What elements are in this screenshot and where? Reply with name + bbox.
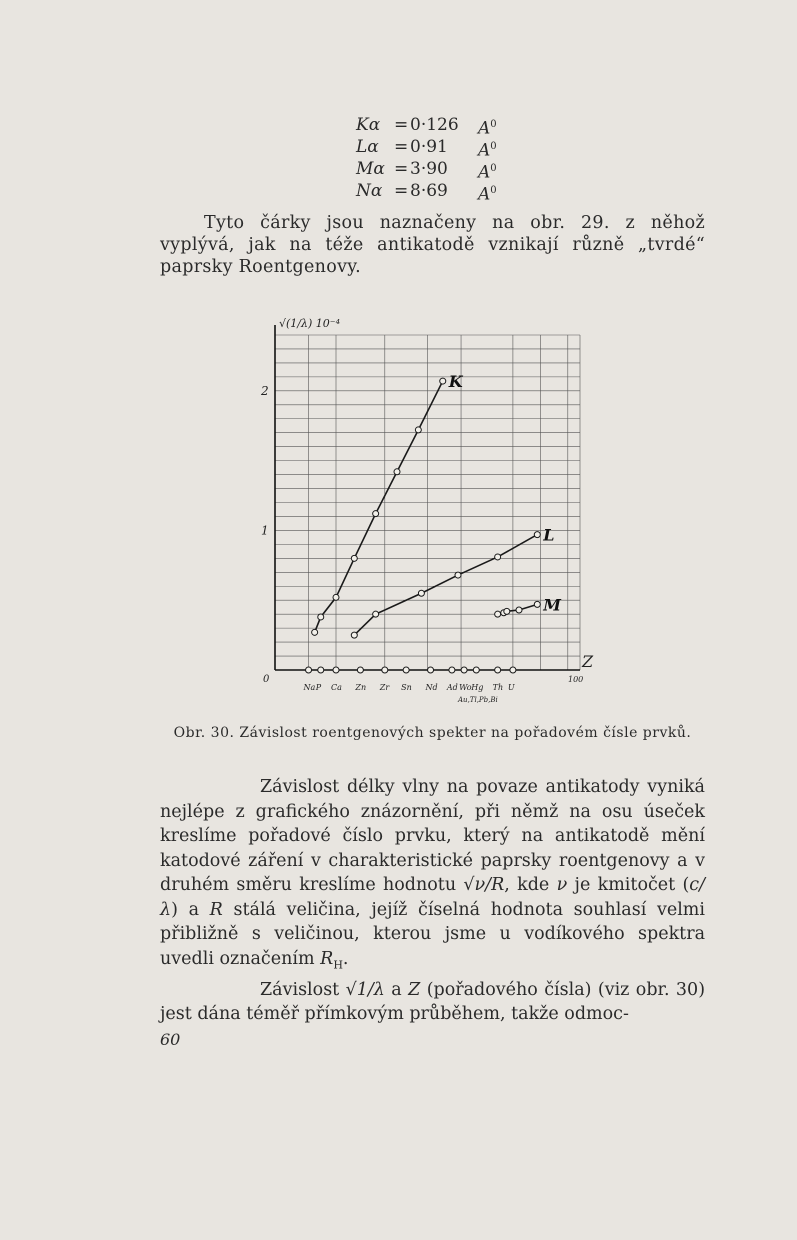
data-point <box>534 601 540 607</box>
value-eq: = <box>394 159 409 179</box>
value-number: 3·90 <box>410 159 448 179</box>
data-point <box>415 427 421 433</box>
symbol-z: Z <box>408 979 421 1000</box>
data-point <box>495 554 501 560</box>
element-label: U <box>507 683 515 692</box>
element-label: Na <box>303 683 316 692</box>
text-run: (pořadového čísla) (viz obr. 30) jest dána téměř přímkovým průběhem, takže odmoc- <box>160 979 706 1024</box>
element-point <box>333 667 339 673</box>
value-number: 0·91 <box>410 137 448 157</box>
unit-sup: 0 <box>490 185 497 196</box>
body-text <box>160 775 705 1027</box>
series-label: M <box>543 595 562 615</box>
symbol-rh: R <box>320 948 334 969</box>
value-number: 0·126 <box>410 115 459 135</box>
x-end-label: 100 <box>568 675 584 684</box>
wavelength-values <box>356 114 536 205</box>
y-tick-label: 1 <box>261 523 269 538</box>
element-label: Hg <box>471 683 484 692</box>
text-run: Závislost délky vlny na povaze antikatody vyniká nejlépe z grafického znázornění, při němž na osu úseček kreslíme pořadové číslo prvku, který na antikatodě mění katodové záření v charakteristické paprsky roentgenovy a v druhém směru kreslíme hodnotu <box>160 777 705 895</box>
series-label: L <box>543 525 555 545</box>
value-number: 8·69 <box>410 181 448 201</box>
text-run: , kde <box>504 875 557 895</box>
figure-caption: Obr. 30. Závislost roentgenových spekter na pořadovém čísle prvků. <box>173 725 692 741</box>
data-point <box>495 611 501 617</box>
element-point <box>428 667 434 673</box>
y-tick-label: 2 <box>261 383 269 398</box>
element-label: P <box>315 683 322 692</box>
element-label-row2: Au,Tl,Pb,Bi <box>458 696 498 704</box>
value-symbol: Nα <box>356 181 383 201</box>
series-label: K <box>448 372 463 392</box>
body-paragraph-2 <box>160 978 705 1027</box>
unit-symbol: A <box>478 184 491 205</box>
element-point <box>382 667 388 673</box>
text-run: . <box>342 948 349 969</box>
unit-sup: 0 <box>490 163 497 174</box>
text-run: je kmitočet ( <box>567 875 690 895</box>
data-point <box>318 614 324 620</box>
value-row <box>356 136 536 161</box>
value-symbol: Lα <box>356 137 379 157</box>
element-label: Wo <box>459 683 472 692</box>
spectra-chart <box>250 305 710 720</box>
intro-text: Tyto čárky jsou naznačeny na obr. 29. z něhož vyplývá, jak na téže antikatodě vznikají různě „tvrdé“ paprsky Roentgenovy. <box>160 213 705 277</box>
element-label: Zn <box>355 683 367 692</box>
formula-sqrt-nu-r: √ν/R <box>463 875 505 895</box>
value-unit <box>478 180 497 206</box>
element-point <box>403 667 409 673</box>
text-run: stálá veličina, jejíž číselná hodnota souhlasí velmi přibližně s veličinou, kterou jsme u vodíkového spektra uvedli označením <box>160 899 705 969</box>
unit-symbol: A <box>478 162 491 183</box>
element-label: Th <box>492 683 504 692</box>
text-run: Závislost <box>260 979 346 1000</box>
element-point <box>306 667 312 673</box>
symbol-r: R <box>209 899 223 920</box>
unit-symbol: A <box>478 140 491 161</box>
element-point <box>473 667 479 673</box>
value-symbol: Kα <box>356 115 381 135</box>
symbol-nu: ν <box>556 875 568 895</box>
body-paragraph-1 <box>160 775 705 978</box>
element-point <box>461 667 467 673</box>
data-point <box>351 632 357 638</box>
element-label: Zr <box>379 683 390 692</box>
data-point <box>534 532 540 538</box>
element-point <box>449 667 455 673</box>
value-eq: = <box>394 115 409 135</box>
element-label: Ad <box>446 683 458 692</box>
data-point <box>504 608 510 614</box>
page-number: 60 <box>160 1030 181 1049</box>
data-point <box>312 629 318 635</box>
text-run: ) a <box>171 899 210 920</box>
element-point <box>495 667 501 673</box>
value-eq: = <box>394 137 409 157</box>
value-eq: = <box>394 181 409 201</box>
intro-paragraph <box>160 212 705 278</box>
data-point <box>418 590 424 596</box>
value-symbol: Mα <box>356 159 385 179</box>
data-point <box>455 572 461 578</box>
data-point <box>440 378 446 384</box>
value-row <box>356 158 536 183</box>
text-run: a <box>384 979 409 1000</box>
series-line-l <box>354 535 537 635</box>
element-point <box>510 667 516 673</box>
unit-sup: 0 <box>490 141 497 152</box>
data-point <box>516 607 522 613</box>
data-point <box>394 469 400 475</box>
origin-label: 0 <box>263 674 270 685</box>
element-label: Sn <box>401 683 412 692</box>
element-point <box>357 667 363 673</box>
element-label: Ca <box>331 683 342 692</box>
x-axis-label: Z <box>582 652 594 671</box>
unit-sup: 0 <box>490 119 497 130</box>
formula-sqrt-1-lambda: √1/λ <box>345 979 385 1000</box>
formula-c-lambda: c/λ <box>160 875 705 920</box>
symbol-rh-sub: H <box>333 958 343 971</box>
data-point <box>333 594 339 600</box>
y-axis-label: √(1/λ) 10⁻⁴ <box>279 317 340 330</box>
value-row <box>356 114 536 139</box>
data-point <box>373 611 379 617</box>
value-row <box>356 180 536 205</box>
element-label: Nd <box>425 683 438 692</box>
unit-symbol: A <box>478 118 491 139</box>
data-point <box>373 511 379 517</box>
element-point <box>318 667 324 673</box>
data-point <box>351 555 357 561</box>
